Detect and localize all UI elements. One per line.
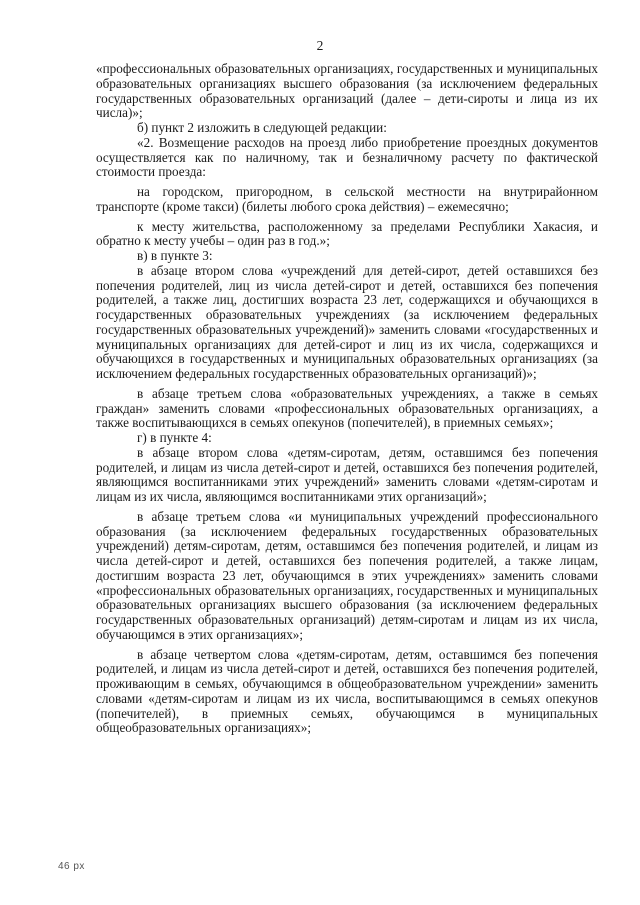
- paragraph-p4-third: в абзаце третьем слова «и муниципальных учреждений профессионального образования (за исключением федеральных государственных образовательных учреждений) детям-сиротам, детям, оставшимся без попечения родителей, и лицам из числа детей-сирот и детей, оставшихся без попечения родителей, а также лицам, достигшим возраста 23 лет, обучающимся в этих учреждениях» заменить словами «профессиональных образовательных организациях, государственных и муниципальных образовательных организациях высшего образования (за исключением федеральных государственных образовательных организаций) детям-сиротам и лицам из их числа, обучающимся в этих организациях»;: [96, 508, 598, 642]
- paragraph-p4-second: в абзаце втором слова «детям-сиротам, детям, оставшимся без попечения родителей, и лицам из числа детей-сирот и детей, оставшихся без попечения родителей, являющимся воспитанниками этих учреждений» заменить словами «детям-сиротам и лицам из их числа, являющимся воспитанниками этих организаций»;: [96, 444, 598, 504]
- footer-mark: 46 рх: [58, 861, 85, 872]
- paragraph-p4-fourth: в абзаце четвертом слова «детям-сиротам, детям, оставшимся без попечения родителей, и лицам из числа детей-сирот и детей, оставшихся без попечения родителей, проживающим в семьях, обучающимся в общеобразовательном учреждении» заменить словами «детям-сиротам и лицам из их числа, воспитывающимся в семьях опекунов (попечителей), в приемных семьях, обучающимся в муниципальных общеобразовательных организациях»;: [96, 646, 598, 736]
- document-body: [96, 62, 598, 736]
- page-number: 2: [316, 38, 324, 53]
- paragraph-urban-transport: на городском, пригородном, в сельской местности на внутрирайонном транспорте (кроме такси) (билеты любого срока действия) – ежемесячно;: [96, 184, 598, 214]
- paragraph-item-v: в) в пункте 3:: [137, 248, 213, 263]
- paragraph-continuation: «профессиональных образовательных организациях, государственных и муниципальных образовательных организациях высшего образования (за исключением федеральных государственных образовательных организаций (далее – дети-сироты и лица из их числа)»;: [96, 61, 598, 121]
- paragraph-residence-travel: к месту жительства, расположенному за пределами Республики Хакасия, и обратно к месту учебы – один раз в год.»;: [96, 218, 598, 249]
- paragraph-p3-third: в абзаце третьем слова «образовательных учреждениях, а также в семьях граждан» заменить словами «профессиональных образовательных организациях, а также воспитывающихся в семьях опекунов (попечителей), в приемных семьях»;: [96, 385, 598, 431]
- paragraph-item-b: б) пункт 2 изложить в следующей редакции:: [137, 120, 387, 135]
- paragraph-item-g: г) в пункте 4:: [137, 430, 212, 445]
- paragraph-item-2: «2. Возмещение расходов на проезд либо приобретение проездных документов осуществляется как по наличному, так и безналичному расчету по фактической стоимости проезда:: [96, 134, 598, 180]
- paragraph-p3-second: в абзаце втором слова «учреждений для детей-сирот, детей оставшихся без попечения родителей, лиц из числа детей-сирот и детей, оставшихся без попечения родителей, а также лиц, достигших возраста 23 лет, содержащихся и обучающихся в государственных образовательных учреждениях (за исключением федеральных государственных образовательных учреждений)» заменить словами «государственных и муниципальных организациях для детей-сирот и лиц из их числа, содержащихся и обучающихся в государственных и муниципальных образовательных организациях (за исключением федеральных государственных образовательных организаций)»;: [96, 262, 598, 381]
